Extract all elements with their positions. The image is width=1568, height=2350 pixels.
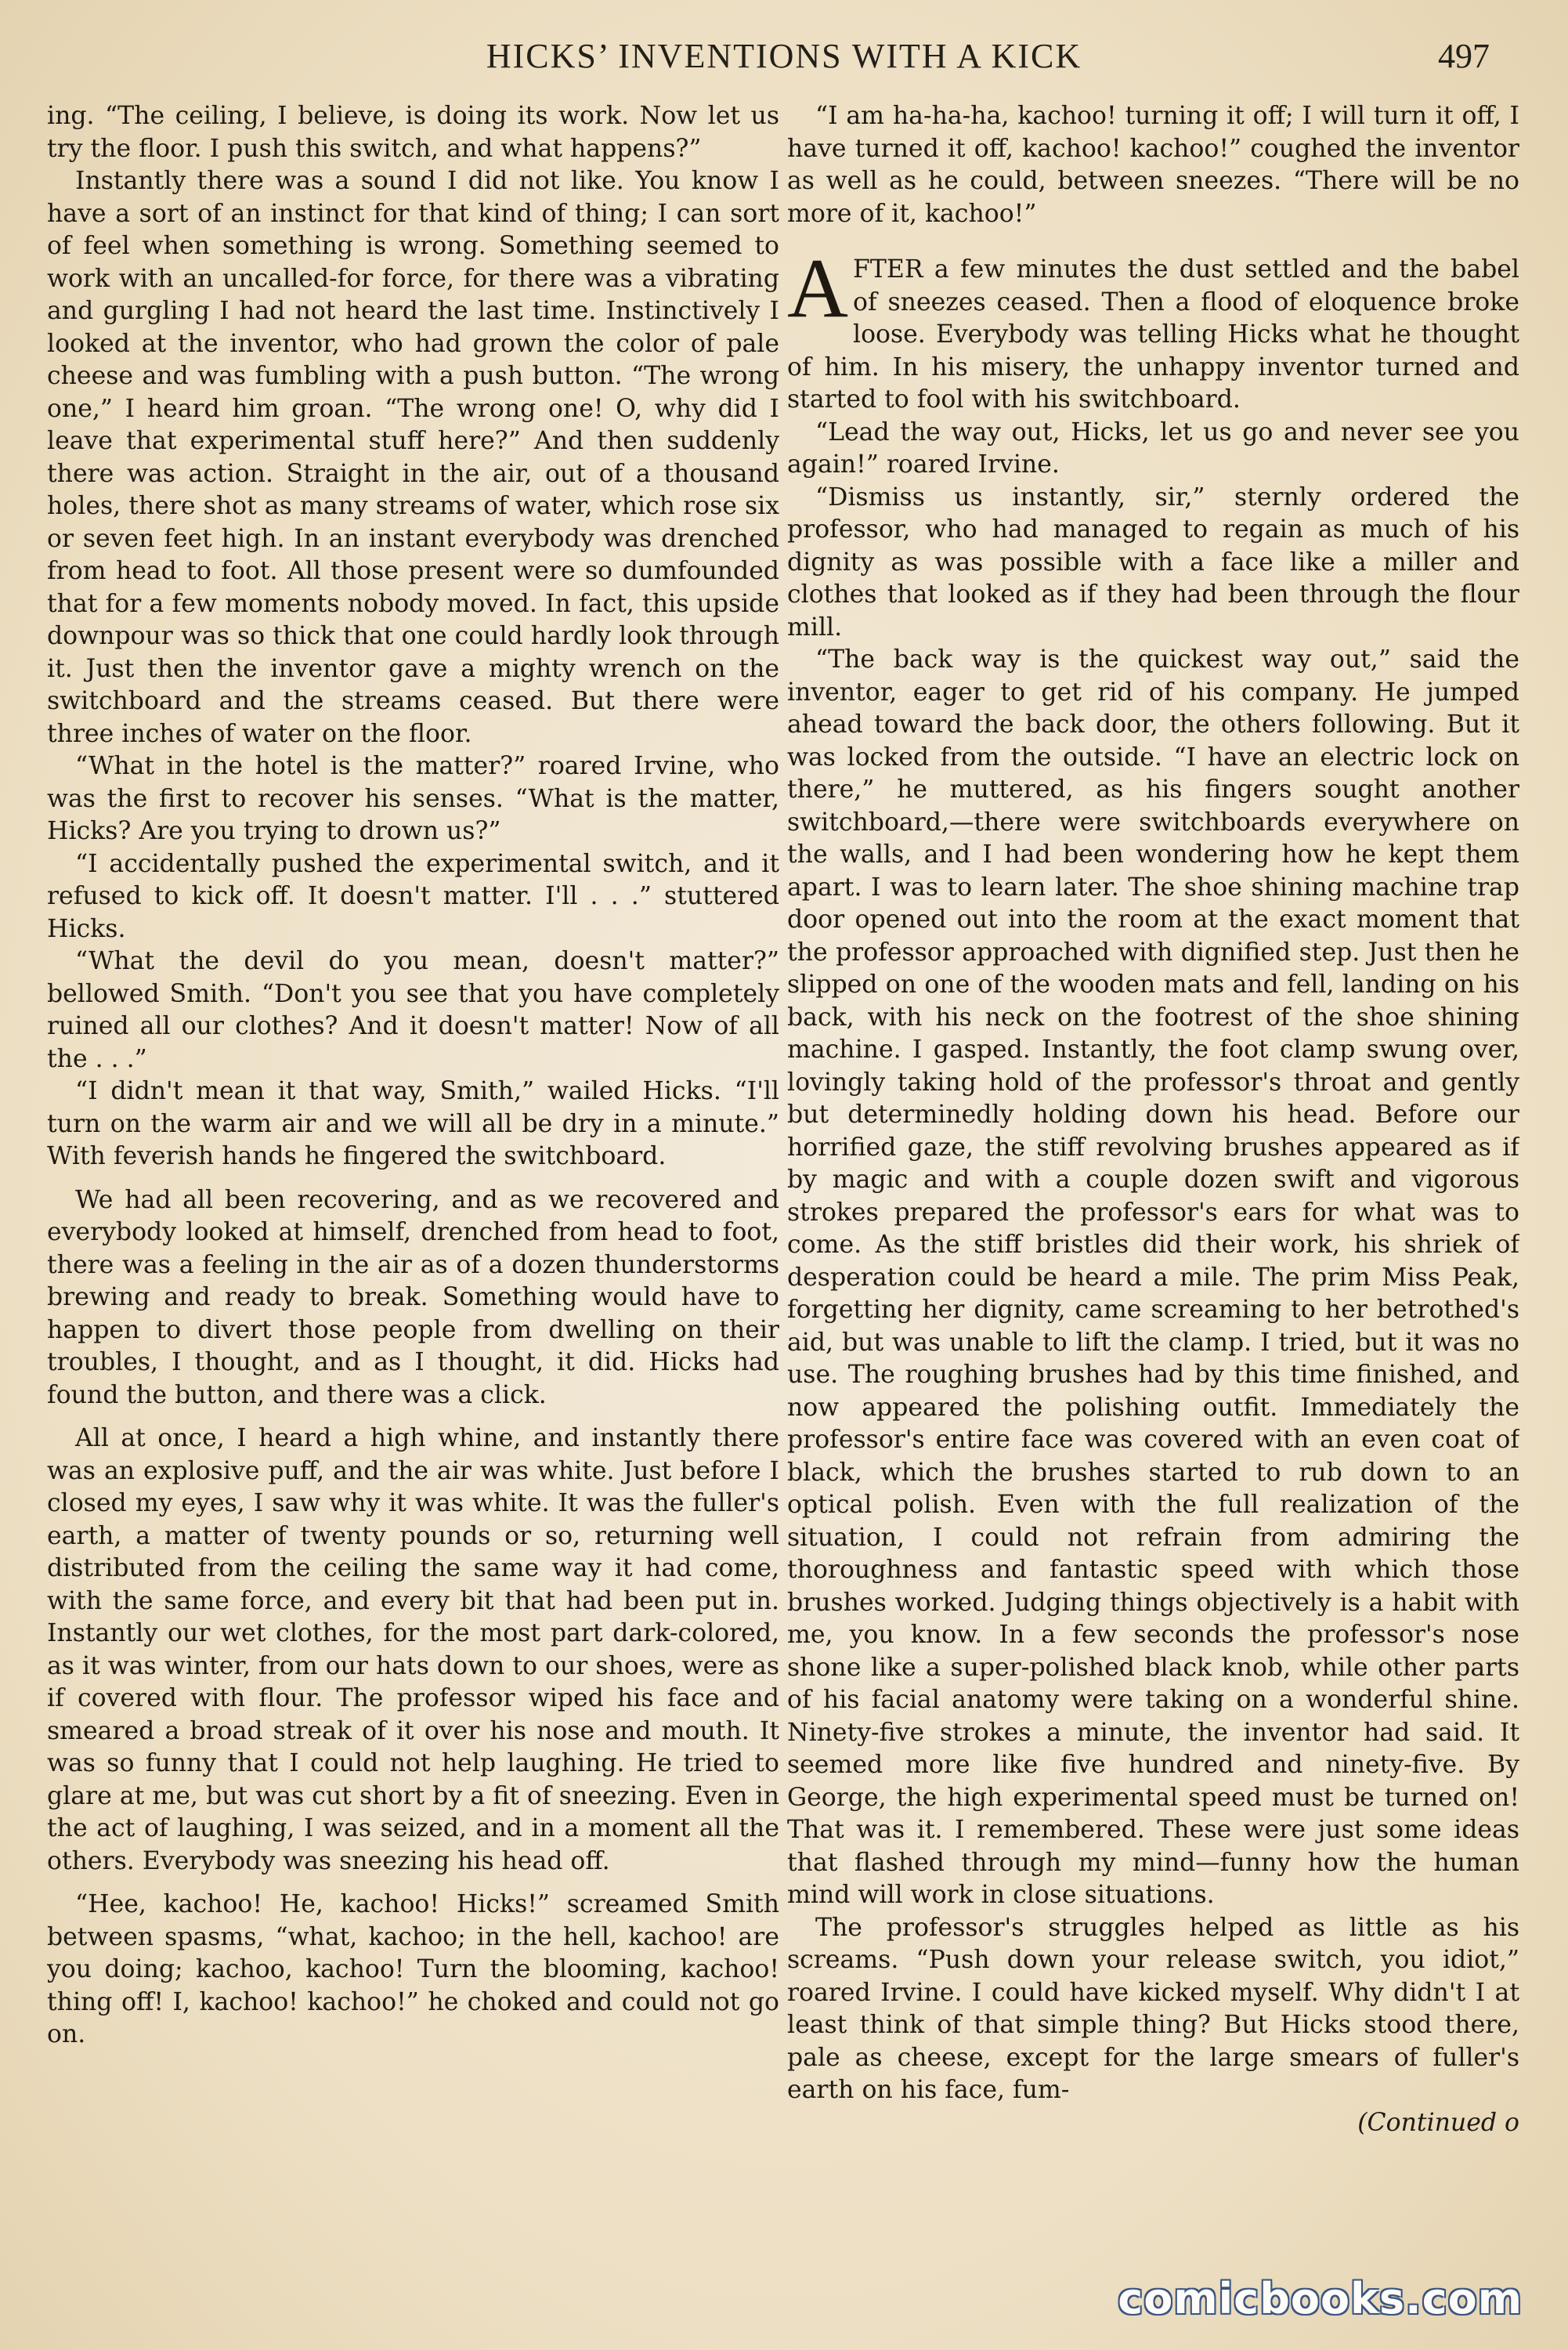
drop-cap: A bbox=[787, 242, 848, 335]
watermark: comicbooks.com bbox=[1118, 2274, 1523, 2323]
paragraph: “The back way is the quickest way out,” said the inventor, eager to get rid of his company. He jumped ahead toward the back door, the others following. But it was locked from the outside. “I have an electric lock on there,” he muttered, as his fingers sought another switchboard,—there were switchboards everywhere on the walls, and I had been wondering how he kept them apart. I was to learn later. The shoe shining machine trap door opened out into the room at the exact moment that the professor approached with dignified step. Just then he slipped on one of the wooden mats and fell, landing on his back, with his neck on the footrest of the shoe shining machine. I gasped. Instantly, the foot clamp swung over, lovingly taking hold of the professor's throat and gently but determinedly holding down his head. Before our horrified gaze, the stiff revolving brushes appeared as if by magic and with a couple dozen swift and vigorous strokes prepared the professor's ears for what was to come. As the stiff bristles did their work, his shriek of desperation could be heard a mile. The prim Miss Peak, forgetting her dignity, came screaming to her betrothed's aid, but was unable to lift the clamp. I tried, but it was no use. The roughing brushes had by this time finished, and now appeared the polishing outfit. Immediately the professor's entire face was covered with an even coat of black, which the brushes started to rub down to an optical polish. Even with the full realization of the situation, I could not refrain from admiring the thoroughness and fantastic speed with which those brushes worked. Judging things objectively is a habit with me, you know. In a few seconds the professor's nose shone like a super-polished black knob, while other parts of his facial anatomy were taking on a wonderful shine. Ninety-five strokes a minute, the inventor had said. It seemed more like five hundred and ninety-five. By George, the high experimental speed must be turned on! That was it. I remembered. These were just some ideas that flashed through my mind—funny how the human mind will work in close situations. bbox=[787, 645, 1519, 1909]
running-head bbox=[0, 36, 1568, 83]
right-column bbox=[787, 100, 1519, 2317]
paragraph: The professor's struggles helped as little as his screams. “Push down your release switch, you idiot,” roared Irvine. I could have kicked myself. Why didn't I at least think of that simple thing? But Hicks stood there, pale as cheese, except for the large smears of fuller's earth on his face, fum- bbox=[787, 1913, 1519, 2104]
left-column bbox=[47, 100, 779, 2317]
paragraph: We had all been recovering, and as we recovered and everybody looked at himself, drenched from head to foot, there was a feeling in the air as of a dozen thunderstorms brewing and ready to break. Something would have to happen to divert those people from dwelling on their troubles, I thought, and as I thought, it did. Hicks had found the button, and there was a click. bbox=[47, 1185, 779, 1409]
paragraph: “I didn't mean it that way, Smith,” wailed Hicks. “I'll turn on the warm air and we will all be dry in a minute.” With feverish hands he fingered the switchboard. bbox=[47, 1077, 779, 1170]
paragraph: “What in the hotel is the matter?” roared Irvine, who was the first to recover his senses. “What is the matter, Hicks? Are you trying to drown us?” bbox=[47, 752, 779, 845]
continued-note: (Continued o bbox=[1357, 2108, 1519, 2137]
paragraph: ing. “The ceiling, I believe, is doing its work. Now let us try the floor. I push this switch, and what happens?” bbox=[47, 102, 779, 163]
page-number: 497 bbox=[1438, 37, 1490, 75]
paragraph: “What the devil do you mean, doesn't matter?” bellowed Smith. “Don't you see that you have completely ruined all our clothes? And it doesn't matter! Now of all the . . .” bbox=[47, 947, 779, 1073]
paragraph: All at once, I heard a high whine, and instantly there was an explosive puff, and the air was white. Just before I closed my eyes, I saw why it was white. It was the fuller's earth, a matter of twenty pounds or so, returning well distributed from the ceiling the same way it had come, with the same force, and every bit that had been put in. Instantly our wet clothes, for the most part dark-colored, as it was winter, from our hats down to our shoes, were as if covered with flour. The professor wiped his face and smeared a broad streak of it over his nose and mouth. It was so funny that I could not help laughing. He tried to glare at me, but was cut short by a fit of sneezing. Even in the act of laughing, I was seized, and in a moment all the others. Everybody was sneezing his head off. bbox=[47, 1424, 779, 1875]
paragraph-text: FTER a few minutes the dust settled and the babel of sneezes ceased. Then a flood of eloquence broke loose. Everybody was telling Hicks what he thought of him. In his misery, the unhappy inventor turned and started to fool with his switchboard. bbox=[787, 255, 1519, 414]
paragraph: “Dismiss us instantly, sir,” sternly ordered the professor, who had managed to regain as much of his dignity as was possible with a face like a miller and clothes that looked as if they had been through the flour mill. bbox=[787, 483, 1519, 642]
section-opening-paragraph bbox=[787, 242, 1519, 417]
paragraph: “I am ha-ha-ha, kachoo! turning it off; I will turn it off, I have turned it off, kachoo! kachoo!” coughed the inventor as well as he could, between sneezes. “There will be no more of it, kachoo!” bbox=[787, 102, 1519, 228]
paragraph: “Lead the way out, Hicks, let us go and never see you again!” roared Irvine. bbox=[787, 418, 1519, 479]
paragraph: “Hee, kachoo! He, kachoo! Hicks!” screamed Smith between spasms, “what, kachoo; in the hell, kachoo! are you doing; kachoo, kachoo! Turn the blooming, kachoo! thing off! I, kachoo! kachoo!” he choked and could not go on. bbox=[47, 1890, 779, 2048]
page-title: HICKS’ INVENTIONS WITH A KICK bbox=[486, 37, 1082, 75]
paragraph: Instantly there was a sound I did not like. You know I have a sort of an instinct for that kind of thing; I can sort of feel when something is wrong. Something seemed to work with an uncalled-for force, for there was a vibrating and gurgling I had not heard the last time. Instinctively I looked at the inventor, who had grown the color of pale cheese and was fumbling with a push button. “The wrong one,” I heard him groan. “The wrong one! O, why did I leave that experimental stuff here?” And then suddenly there was action. Straight in the air, out of a thousand holes, there shot as many streams of water, which rose six or seven feet high. In an instant everybody was drenched from head to foot. All those present were so dumfounded that for a few moments nobody moved. In fact, this upside downpour was so thick that one could hardly look through it. Just then the inventor gave a mighty wrench on the switchboard and the streams ceased. But there were three inches of water on the floor. bbox=[47, 167, 779, 748]
paragraph: “I accidentally pushed the experimental switch, and it refused to kick off. It doesn't matter. I'll . . .” stuttered Hicks. bbox=[47, 849, 779, 943]
